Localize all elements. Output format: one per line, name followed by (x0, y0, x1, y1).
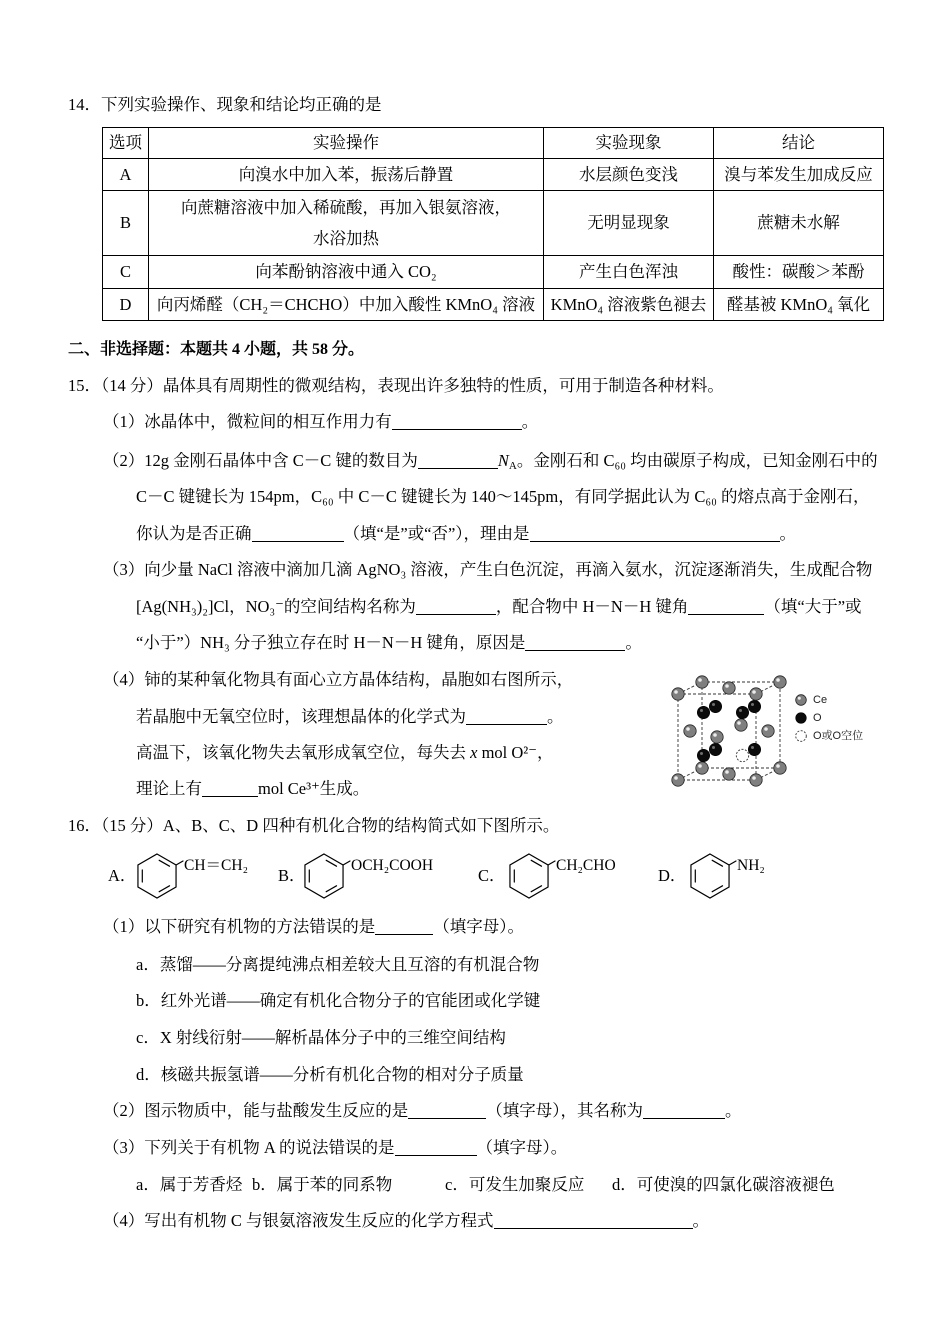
atom-highlight (713, 733, 717, 737)
legend-label-ce: Ce (813, 694, 828, 706)
text-segment: （1）以下研究有机物的方法错误的是 (103, 917, 376, 936)
text-segment: 。金刚石和 C₆₀ 均由碳原子构成，已知金刚石中的 (516, 451, 878, 470)
benzene-ring-icon (300, 850, 352, 902)
atom-highlight (751, 703, 754, 706)
method-option-c: c．X 射线衍射——解析晶体分子中的三维空间结构 (136, 1028, 506, 1047)
q15-part2-line2: C－C 键键长为 154pm，C₆₀ 中 C－C 键键长为 140～145pm，有同学据此认为 C₆₀ 的熔点高于金刚石， (136, 487, 870, 506)
ce-atom (684, 725, 696, 737)
text-segment: （填“大于”或 (764, 597, 862, 616)
double-bond (326, 860, 336, 866)
answer-blank (688, 598, 764, 615)
atom-highlight (700, 752, 703, 755)
a-option-c: c．可发生加聚反应 (445, 1175, 585, 1194)
row-conclusion: 醛基被 KMnO₄ 氧化 (714, 289, 884, 321)
q15-part2-line1 (103, 450, 878, 472)
q15-part3-line3 (136, 632, 642, 654)
double-bond (326, 886, 336, 892)
header-phenomenon: 实验现象 (544, 128, 714, 159)
atom-highlight (764, 727, 768, 731)
q15-part4-line1: （4）铈的某种氧化物具有面心立方晶体结构，晶胞如右图所示， (103, 670, 574, 689)
atom-highlight (674, 776, 678, 780)
structure-d-substituent: NH₂ (737, 857, 765, 874)
text-segment: （2）图示物质中，能与盐酸发生反应的是 (103, 1101, 409, 1120)
atom-highlight (674, 690, 678, 694)
avogadro-subscript: A (508, 460, 517, 472)
substituent-bond (343, 861, 350, 865)
ce-atom (723, 682, 735, 694)
table-row (103, 191, 884, 256)
q15-part3-line1: （3）向少量 NaCl 溶液中滴加几滴 AgNO₃ 溶液，产生白色沉淀，再滴入氨水，沉淀逐渐消失，生成配合物 (103, 560, 873, 579)
structure-c-substituent: CH₂CHO (556, 857, 616, 874)
row-conclusion: 蔗糖未水解 (714, 191, 884, 256)
variable-x: x (470, 743, 478, 762)
o-vacancy-site (736, 749, 748, 761)
double-bond (159, 860, 169, 866)
row-option: D (103, 289, 149, 321)
substituent-bond (176, 861, 183, 865)
text-segment: 。 (725, 1101, 742, 1120)
q15-part1 (103, 411, 538, 433)
row-operation-line: 水浴加热 (313, 229, 379, 248)
atom-highlight (712, 746, 715, 749)
atom-highlight (776, 678, 780, 682)
header-operation: 实验操作 (149, 128, 544, 159)
ring-outline (510, 854, 548, 898)
text-segment: （4）写出有机物 C 与银氨溶液发生反应的化学方程式 (103, 1211, 494, 1230)
double-bond (531, 860, 541, 866)
structure-a-label: A． (108, 866, 137, 885)
row-option: C (103, 256, 149, 289)
ce-atom (750, 688, 762, 700)
o-atom (697, 706, 709, 718)
text-segment: （填字母）。 (433, 917, 524, 936)
atom-highlight (686, 727, 690, 731)
ce-atom (711, 731, 723, 743)
q16-part1 (103, 916, 524, 938)
atom-highlight (700, 709, 703, 712)
benzene-ring-icon (133, 850, 185, 902)
text-segment: 。 (692, 1211, 710, 1230)
text-segment: 高温下，该氧化物失去氧形成氧空位，每失去 (136, 743, 471, 762)
q16-part4 (103, 1210, 709, 1232)
ce-atom (672, 774, 684, 786)
o-atom (709, 700, 721, 712)
answer-blank (416, 598, 496, 615)
atom-highlight (712, 703, 715, 706)
o-atom (748, 700, 760, 712)
structure-c-label: C． (478, 866, 506, 885)
substituent-bond (729, 861, 736, 865)
atom-highlight (698, 764, 702, 768)
text-segment: ，配合物中 H－N－H 键角 (495, 597, 689, 616)
question-15-stem: 15．（14 分）晶体具有周期性的微观结构，表现出许多独特的性质，可用于制造各种材料。 (68, 376, 724, 395)
o-atom (697, 749, 709, 761)
row-conclusion: 酸性：碳酸＞苯酚 (714, 256, 884, 289)
method-option-b: b．红外光谱——确定有机化合物分子的官能团或化学键 (136, 991, 541, 1010)
method-option-d: d．核磁共振氢谱——分析有机化合物的相对分子质量 (136, 1065, 524, 1084)
double-bond (712, 860, 722, 866)
q15-part4-line2 (136, 706, 564, 728)
benzene-ring-icon (686, 850, 738, 902)
double-bond (531, 886, 541, 892)
o-atom (748, 743, 760, 755)
answer-blank (466, 708, 547, 725)
table-header-row (103, 128, 884, 159)
text-segment: （填“是”或“否”），理由是 (343, 524, 530, 543)
header-conclusion: 结论 (714, 128, 884, 159)
table-row (103, 256, 884, 289)
text-segment: 。 (547, 707, 564, 726)
a-option-b: b．属于苯的同系物 (252, 1175, 393, 1194)
structure-d-label: D． (658, 866, 687, 885)
answer-blank (643, 1102, 725, 1119)
legend-ce-icon (796, 695, 807, 706)
avogadro-symbol: N (497, 451, 509, 470)
text-segment: mol O²⁻， (477, 743, 554, 762)
table-row (103, 289, 884, 321)
atom-highlight (737, 721, 741, 725)
text-segment: “小于”）NH₃ 分子独立存在时 H－N－H 键角，原因是 (136, 633, 526, 652)
ce-atom (735, 719, 747, 731)
row-operation: 向溴水中加入苯，振荡后静置 (149, 159, 544, 191)
text-segment: 。 (521, 412, 539, 431)
atom-highlight (776, 764, 780, 768)
text-segment: 。 (625, 633, 642, 652)
row-phenomenon: 无明显现象 (544, 191, 714, 256)
answer-blank (202, 780, 258, 797)
structure-b-substituent: OCH₂COOH (351, 857, 434, 874)
ce-atom (774, 676, 786, 688)
ce-atom (696, 762, 708, 774)
structure-a-substituent: CH＝CH₂ (184, 857, 248, 874)
text-segment: 若晶胞中无氧空位时，该理想晶体的化学式为 (136, 707, 466, 726)
row-conclusion: 溴与苯发生加成反应 (714, 159, 884, 191)
section-heading: 二、非选择题：本题共 4 小题，共 58 分。 (68, 341, 365, 358)
a-option-d: d．可使溴的四氯化碳溶液褪色 (612, 1175, 835, 1194)
ce-atom (774, 762, 786, 774)
o-atom (736, 706, 748, 718)
ceria-unit-cell-figure (666, 672, 790, 794)
legend-o-icon (796, 713, 807, 724)
question-14-stem: 14．下列实验操作、现象和结论均正确的是 (68, 95, 382, 114)
answer-blank (252, 525, 344, 542)
legend-vacancy-icon (796, 731, 807, 742)
question-16-stem: 16．（15 分）A、B、C、D 四种有机化合物的结构简式如下图所示。 (68, 816, 560, 835)
row-operation (149, 191, 544, 256)
ce-atom (723, 768, 735, 780)
q15-part4-line4 (136, 778, 369, 800)
row-option: A (103, 159, 149, 191)
row-phenomenon: 水层颜色变浅 (544, 159, 714, 191)
experiment-table (102, 127, 884, 321)
figure-legend-icons (794, 692, 808, 744)
ce-atom (672, 688, 684, 700)
ce-atom (750, 774, 762, 786)
q16-part3 (103, 1137, 567, 1159)
row-phenomenon: KMnO₄ 溶液紫色褪去 (544, 289, 714, 321)
text-segment: （2）12g 金刚石晶体中含 C－C 键的数目为 (103, 451, 418, 470)
row-option: B (103, 191, 149, 256)
q15-part2-line3 (136, 523, 796, 545)
text-segment: （填字母）。 (476, 1138, 568, 1157)
atom-highlight (798, 697, 801, 700)
answer-blank (392, 413, 522, 430)
a-option-a: a．属于芳香烃 (136, 1175, 243, 1194)
text-segment: [Ag(NH₃)₂]Cl，NO₃⁻的空间结构名称为 (136, 597, 416, 616)
atom-highlight (725, 770, 729, 774)
ce-atom (762, 725, 774, 737)
method-option-a: a．蒸馏——分离提纯沸点相差较大且互溶的有机混合物 (136, 955, 540, 974)
header-option: 选项 (103, 128, 149, 159)
double-bond (712, 886, 722, 892)
legend-label-vacancy: O或O空位 (813, 730, 864, 742)
text-segment: mol Ce³⁺生成。 (258, 779, 370, 798)
double-bond (159, 886, 169, 892)
table-row (103, 159, 884, 191)
answer-blank (525, 634, 625, 651)
q15-part3-line2 (136, 596, 862, 618)
row-operation: 向丙烯醛（CH₂＝CHCHO）中加入酸性 KMnO₄ 溶液 (149, 289, 544, 321)
atom-highlight (725, 684, 729, 688)
substituent-bond (548, 861, 555, 865)
text-segment: 你认为是否正确 (136, 524, 252, 543)
ring-outline (691, 854, 729, 898)
answer-blank (375, 918, 433, 935)
atom-highlight (751, 746, 754, 749)
text-segment: 。 (779, 524, 797, 543)
ring-outline (305, 854, 343, 898)
text-segment: （1）冰晶体中，微粒间的相互作用力有 (103, 412, 392, 431)
atom-highlight (739, 709, 742, 712)
answer-blank (408, 1102, 486, 1119)
answer-blank (494, 1212, 693, 1229)
answer-blank (530, 525, 780, 542)
row-operation: 向苯酚钠溶液中通入 CO₂ (149, 256, 544, 289)
ce-atom (696, 676, 708, 688)
atom-highlight (752, 690, 756, 694)
benzene-ring-icon (505, 850, 557, 902)
ring-outline (138, 854, 176, 898)
row-phenomenon: 产生白色浑浊 (544, 256, 714, 289)
atom-highlight (698, 678, 702, 682)
text-segment: 理论上有 (136, 779, 202, 798)
text-segment: （3）下列关于有机物 A 的说法错误的是 (103, 1138, 395, 1157)
row-operation-line: 向蔗糖溶液中加入稀硫酸，再加入银氨溶液， (181, 198, 511, 217)
answer-blank (395, 1139, 477, 1156)
answer-blank (418, 452, 498, 469)
legend-label-o: O (813, 712, 822, 724)
structure-b-label: B． (278, 866, 306, 885)
o-atom (709, 743, 721, 755)
text-segment: （填字母），其名称为 (486, 1101, 643, 1120)
atom-highlight (752, 776, 756, 780)
q15-part4-line3 (136, 742, 553, 764)
q16-part2 (103, 1100, 742, 1122)
